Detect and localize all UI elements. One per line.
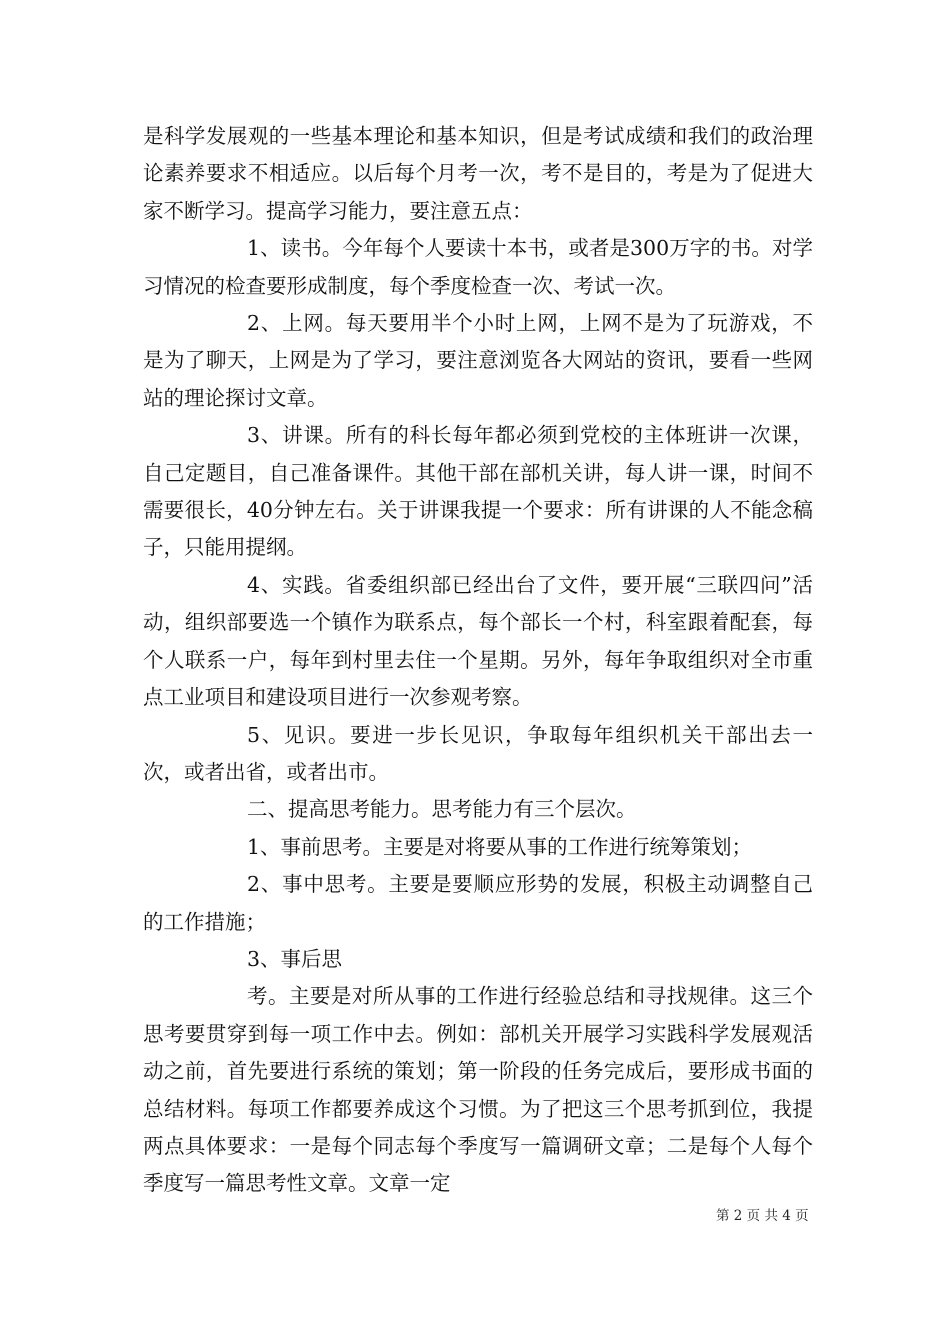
paragraph-reading: 1、读书。今年每个人要读十本书，或者是300万字的书。对学习情况的检查要形成制度，每个季度检查一次、考试一次。 (143, 236, 813, 298)
paragraph-lecture: 3、讲课。所有的科长每年都必须到党校的主体班讲一次课，自己定题目，自己准备课件。其他干部在部机关讲，每人讲一课，时间不需要很长，40分钟左右。关于讲课我提一个要求：所有讲课的人不能念稿子，只能用提纲。 (143, 423, 813, 560)
paragraph-post-thinking-label: 3、事后思 (247, 946, 343, 971)
paragraph-internet: 2、上网。每天要用半个小时上网，上网不是为了玩游戏，不是为了聊天，上网是为了学习，要注意浏览各大网站的资讯，要看一些网站的理论探讨文章。 (143, 311, 813, 410)
paragraph-practice: 4、实践。省委组织部已经出台了文件，要开展“三联四问”活动，组织部要选一个镇作为联系点，每个部长一个村，科室跟着配套，每个人联系一户，每年到村里去住一个星期。另外，每年争取组织对全市重点工业项目和建设项目进行一次参观考察。 (143, 572, 813, 710)
page-number: 第 2 页 共 4 页 (716, 1208, 809, 1224)
paragraph-mid-thinking: 2、事中思考。主要是要顺应形势的发展，积极主动调整自己的工作措施； (143, 872, 813, 934)
paragraph-knowledge: 5、见识。要进一步长见识，争取每年组织机关干部出去一次，或者出省，或者出市。 (143, 722, 813, 784)
paragraph-post-thinking: 考。主要是对所从事的工作进行经验总结和寻找规律。这三个思考要贯穿到每一项工作中去。例如：部机关开展学习实践科学发展观活动之前，首先要进行系统的策划；第一阶段的任务完成后，要形成书面的总结材料。每项工作都要养成这个习惯。为了把这三个思考抓到位，我提两点具体要求：一是每个同志每个季度写一篇调研文章；二是每个人每个季度写一篇思考性文章。文章一定 (143, 984, 813, 1196)
section-heading-thinking: 二、提高思考能力。思考能力有三个层次。 (247, 797, 637, 822)
paragraph-continuation: 是科学发展观的一些基本理论和基本知识，但是考试成绩和我们的政治理论素养要求不相适应。以后每个月考一次，考不是目的，考是为了促进大家不断学习。提高学习能力，要注意五点： (143, 124, 813, 223)
document-body (143, 118, 813, 1203)
paragraph-pre-thinking: 1、事前思考。主要是对将要从事的工作进行统筹策划； (247, 834, 753, 859)
